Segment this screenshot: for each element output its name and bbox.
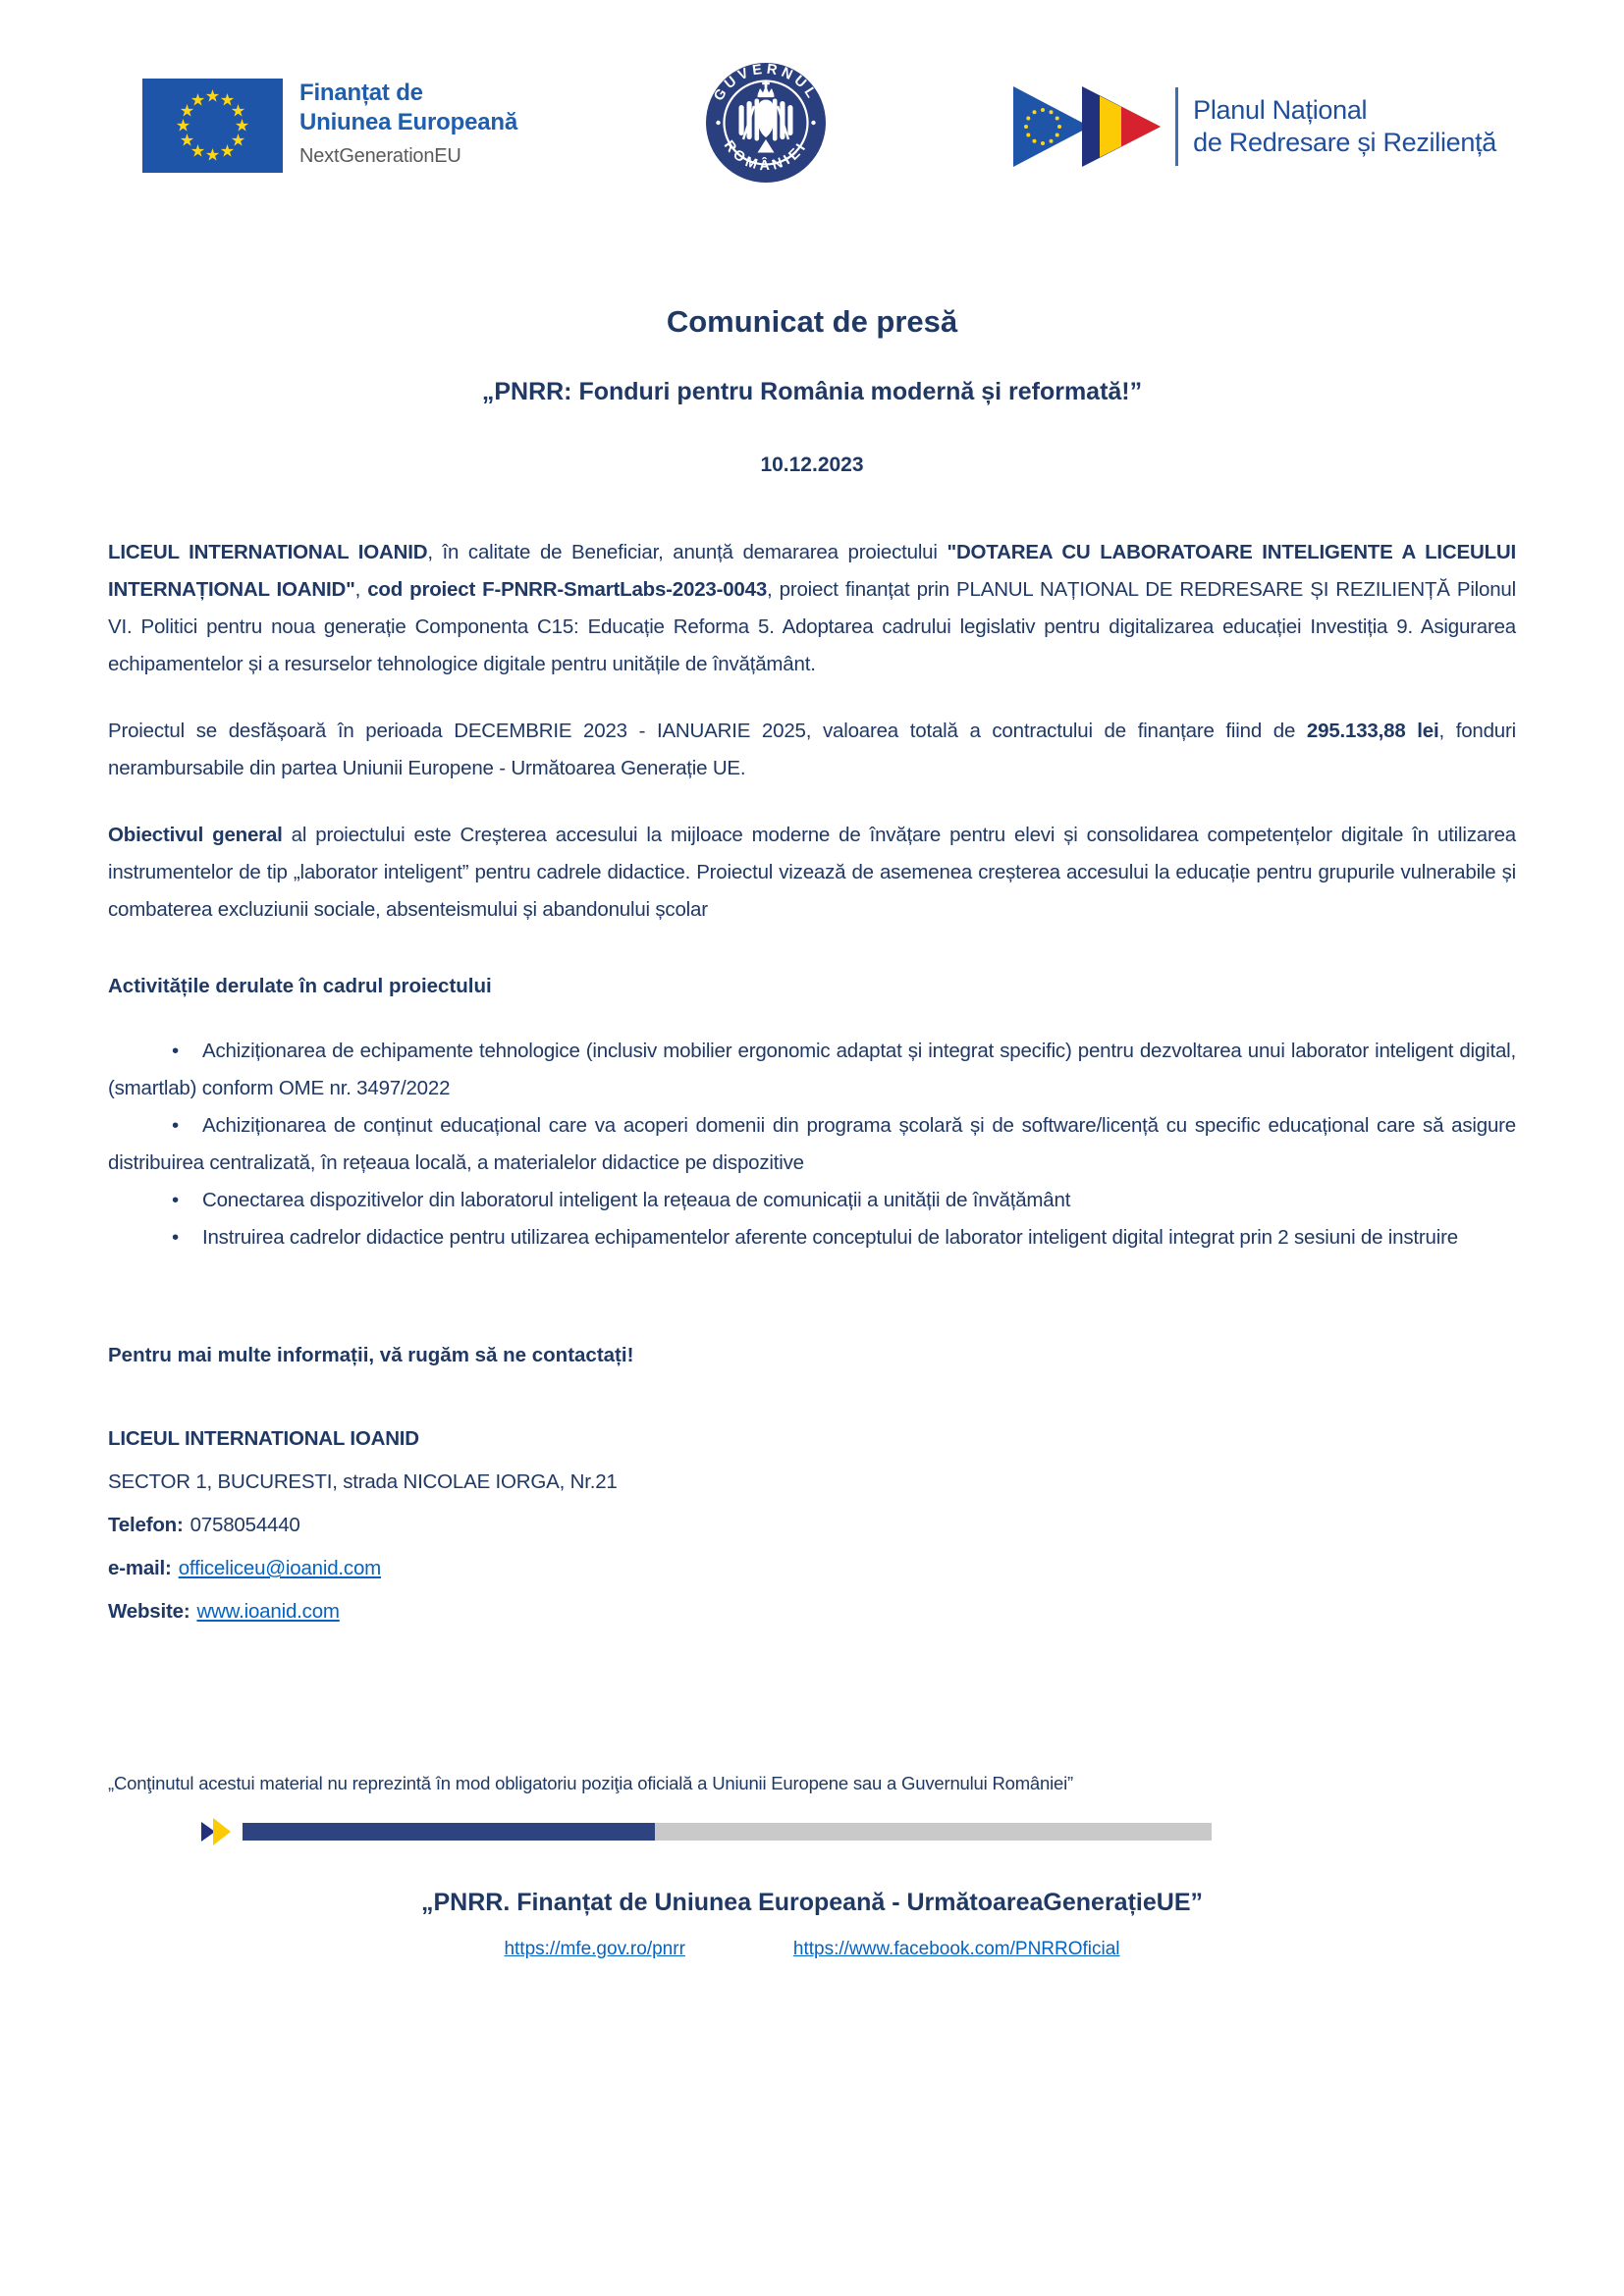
- text-segment: ,: [354, 578, 368, 601]
- project-title: "DOTAREA CU LABORATOARE INTELIGENTE A LICEULUI INTERNAȚIONAL IOANID": [108, 541, 1517, 601]
- pnrr-text-line2: de Redresare și Reziliență: [1193, 128, 1496, 157]
- phone-number: 0758054440: [189, 1514, 300, 1536]
- eu-funded-logo: [142, 57, 517, 173]
- website-line: [108, 1590, 1516, 1633]
- email-line: [108, 1547, 1516, 1590]
- press-release-date: 10.12.2023: [760, 454, 864, 476]
- subtitle: „PNRR: Fonduri pentru România modernă și reformată!”: [481, 378, 1143, 405]
- activity-bullet-1: [108, 1033, 1516, 1107]
- pnrr-logo-divider: [1175, 87, 1178, 166]
- email-label: e-mail:: [108, 1557, 172, 1579]
- activity-text: Achiziționarea de echipamente tehnologice (inclusiv mobilier ergonomic adaptat și integrat specific) pentru dezvoltarea unui laborator inteligent digital, (smartlab) conform OME nr. 3497/2022: [108, 1040, 1516, 1099]
- paragraph-objective: [108, 817, 1516, 929]
- paragraph-announcement: [108, 534, 1516, 683]
- paragraph-period-value: [108, 713, 1516, 787]
- website-link[interactable]: www.ioanid.com: [196, 1600, 340, 1623]
- contract-value: 295.133,88 lei: [1306, 720, 1439, 742]
- gov-seal-top-text: GUVERNUL: [710, 62, 821, 104]
- gov-seal-bottom-text: ROMÂNIEI: [720, 137, 811, 175]
- email-link[interactable]: officeliceu@ioanid.com: [178, 1557, 382, 1579]
- page-title: Comunicat de presă: [666, 304, 958, 339]
- text-segment: al proiectului este Creșterea accesului la mijloace moderne de învățare pentru elevi și consolidarea competențelor digitale în utilizarea instrumentelor de tip „laborator inteligent” pentru cadrele didactice. Proiectul vizează de asemenea creșterea accesului la educație pentru grupurile vulnerabile și combaterea excluziunii sociale, absenteismului și abandonului școlar: [108, 824, 1517, 921]
- logo-header: [0, 0, 1624, 204]
- organization-address: SECTOR 1, BUCURESTI, strada NICOLAE IORGA, Nr.21: [108, 1470, 618, 1493]
- progress-bar-filled: [243, 1823, 655, 1841]
- website-label: Website:: [108, 1600, 190, 1623]
- activity-text: Achiziționarea de conținut educațional care va acoperi domenii din programa școlară și de software/licență cu specific educațional care să asigure distribuirea centralizată, în rețeaua locală, a materialelor didactice pe dispozitive: [108, 1114, 1516, 1174]
- progress-bar-track: [655, 1823, 1212, 1841]
- document-body: [108, 534, 1516, 1961]
- pnrr-progress-bar: [201, 1818, 1516, 1845]
- bullet-icon: •: [172, 1040, 179, 1062]
- contact-cta: Pentru mai multe informații, vă rugăm să ne contactați!: [108, 1344, 634, 1366]
- eu-funded-line1: Finanțat de: [299, 80, 423, 106]
- pnrr-slogan: „PNRR. Finanțat de Uniunea Europeană - UrmătoareaGenerațieUE”: [420, 1889, 1203, 1916]
- disclaimer-text: „Conţinutul acestui material nu reprezintă în mod obligatoriu poziţia oficială a Uniunii Europene sau a Guvernului României”: [108, 1773, 1073, 1793]
- phone-line: [108, 1504, 1516, 1547]
- organization-name: LICEUL INTERNATIONAL IOANID: [108, 1427, 419, 1450]
- bullet-icon: •: [172, 1226, 179, 1249]
- text-segment: Proiectul se desfășoară în perioada DECEMBRIE 2023 - IANUARIE 2025, valoarea totală a contractului de finanțare fiind de: [108, 720, 1307, 742]
- objective-label: Obiectivul general: [108, 824, 283, 846]
- footer-links: [108, 1938, 1516, 1961]
- activity-bullet-2: [108, 1107, 1516, 1182]
- pnrr-arrows-icon: [1013, 86, 1161, 167]
- bullet-icon: •: [172, 1114, 179, 1137]
- beneficiary-name: LICEUL INTERNATIONAL IOANID: [108, 541, 428, 563]
- pnrr-text-line1: Planul Național: [1193, 95, 1368, 125]
- gov-seal-icon: [705, 62, 827, 184]
- text-segment: , în calitate de Beneficiar, anunță demararea proiectului: [427, 541, 947, 563]
- pnrr-logo: [1013, 86, 1496, 167]
- mfe-link[interactable]: https://mfe.gov.ro/pnrr: [504, 1939, 685, 1959]
- eu-logo-text: [299, 79, 517, 173]
- eu-flag-icon: [142, 79, 283, 173]
- pnrr-logo-text: [1193, 94, 1496, 159]
- text-segment: , fonduri nerambursabile din partea Uniunii Europene - Următoarea Generație UE.: [108, 720, 1516, 779]
- facebook-link[interactable]: https://www.facebook.com/PNRROficial: [792, 1939, 1120, 1959]
- text-segment: , proiect finanțat prin PLANUL NAȚIONAL DE REDRESARE ȘI REZILIENȚĂ Pilonul VI. Politici pentru noua generație Componenta C15: Educație Reforma 5. Adoptarea cadrului legislativ pentru digitalizarea educației Investiția 9. Asigurarea echipamentelor și a resurselor tehnologice digitale pentru unitățile de învățământ.: [108, 578, 1516, 675]
- eu-funded-line2: Uniunea Europeană: [299, 109, 517, 135]
- phone-label: Telefon:: [108, 1514, 184, 1536]
- bullet-icon: •: [172, 1189, 179, 1211]
- activity-text: Instruirea cadrelor didactice pentru utilizarea echipamentelor aferente conceptului de laborator inteligent digital integrat prin 2 sesiuni de instruire: [201, 1226, 1458, 1249]
- progress-arrow-icon: [201, 1818, 246, 1845]
- gov-romania-seal: [705, 62, 827, 188]
- activity-bullet-3: [108, 1182, 1516, 1219]
- project-code: cod proiect F-PNRR-SmartLabs-2023-0043: [367, 578, 768, 601]
- activity-text: Conectarea dispozitivelor din laboratorul inteligent la rețeaua de comunicații a unității de învățământ: [201, 1189, 1071, 1211]
- activity-bullet-4: [108, 1219, 1516, 1256]
- nextgeneu-label: NextGenerationEU: [299, 145, 461, 167]
- activities-heading: Activitățile derulate în cadrul proiectului: [108, 975, 492, 997]
